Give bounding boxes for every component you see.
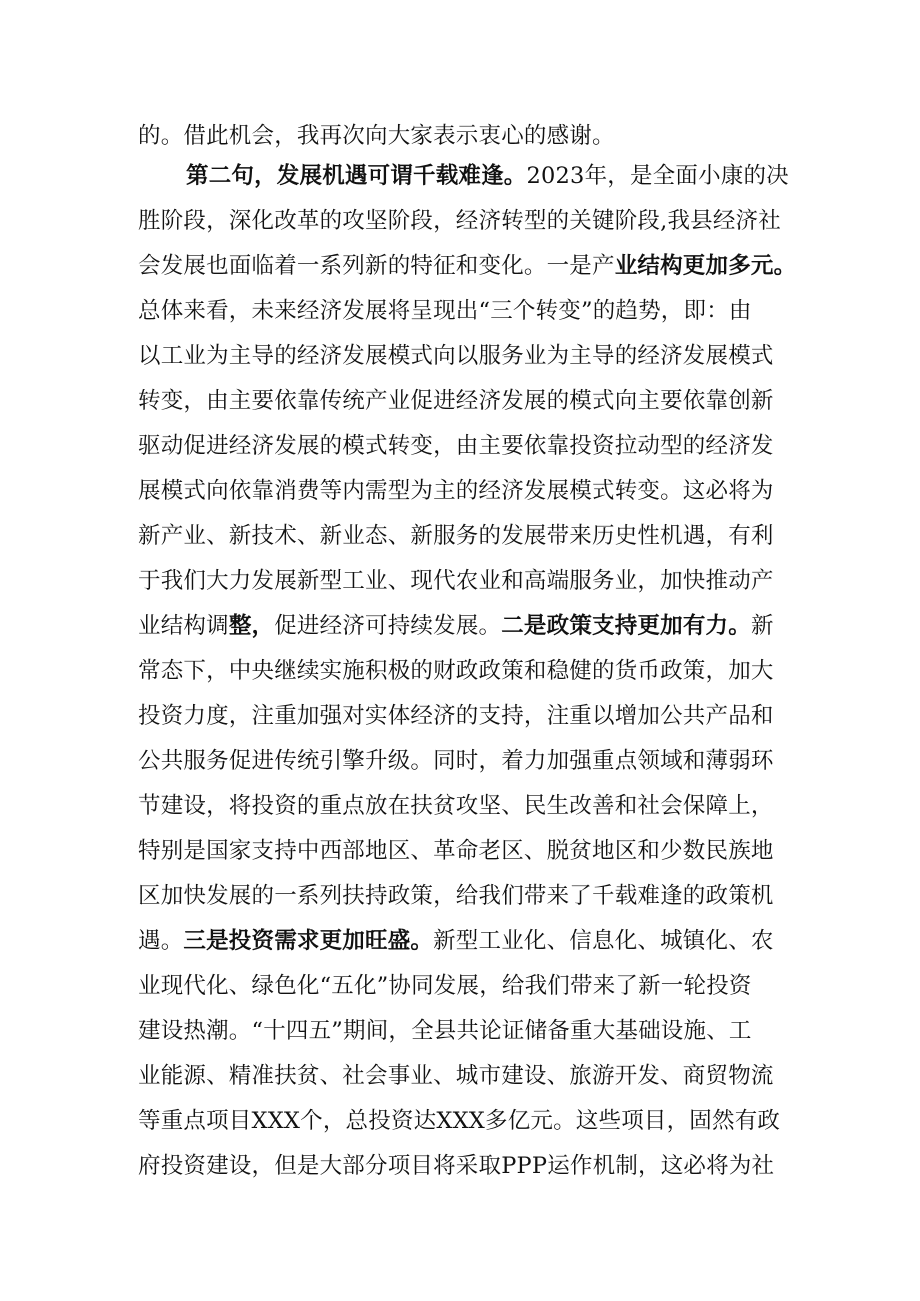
text-line — [138, 746, 798, 776]
text-run: 的。借此机会，我再次向大家表示衷心的感谢。 — [138, 123, 615, 149]
text-run: 新产业、新技术、新业态、新服务的发展带来历史性机遇，有利 — [138, 523, 774, 549]
text-run: 节建设，将投资的重点放在扶贫攻坚、民生改善和社会保障上， — [138, 793, 774, 819]
text-line — [138, 521, 798, 551]
text-line — [138, 476, 798, 506]
text-run: 特别是国家支持中西部地区、革命老区、脱贫地区和少数民族地 — [138, 838, 774, 864]
text-line — [138, 431, 798, 461]
text-line — [138, 1151, 798, 1181]
text-run: 新型工业化、信息化、城镇化、农 — [433, 928, 774, 954]
text-run: 于我们大力发展新型工业、现代农业和高端服务业，加快推动产 — [138, 568, 774, 594]
text-run: 驱动促进经济发展的模式转变，由主要依靠投资拉动型的经济发 — [138, 433, 774, 459]
text-line — [138, 836, 798, 866]
text-line — [186, 161, 846, 191]
text-run: 业结构调 — [138, 613, 229, 639]
text-run: 业现代化、绿色化“五化”协同发展，给我们带来了新一轮投资 — [138, 973, 752, 999]
text-run: 2023年， — [526, 163, 630, 189]
text-run: 胜阶段，深化改革的攻坚阶段，经济转型的关键阶段,我县经济社 — [138, 208, 781, 234]
text-run: 会发展也面临着一系列新的特征和变化。一是产 — [138, 253, 615, 279]
text-run: 总体来看，未来经济发展将呈现出“三个转变”的趋势，即：由 — [138, 298, 752, 324]
text-run: 促进经济可持续发展。 — [274, 613, 502, 639]
text-line — [138, 881, 798, 911]
text-line — [138, 1061, 798, 1091]
text-line — [138, 926, 798, 956]
bold-text-run: 二是政策支持更加有力。 — [501, 613, 751, 639]
bold-text-run: 三是投资需求更加旺盛。 — [183, 928, 434, 954]
text-line — [138, 1016, 798, 1046]
text-run: 投资力度，注重加强对实体经济的支持，注重以增加公共产品和 — [138, 703, 774, 729]
bold-text-run: 业结构更加多元。 — [614, 253, 797, 279]
text-line — [138, 791, 798, 821]
text-run: 遇。 — [138, 928, 184, 954]
text-line — [138, 386, 798, 416]
text-run: 等重点项目XXX个，总投资达XXX多亿元。这些项目，固然有政 — [138, 1108, 781, 1134]
text-line — [138, 121, 798, 151]
text-run: 转变，由主要依靠传统产业促进经济发展的模式向主要依靠创新 — [138, 388, 774, 414]
text-line — [138, 566, 798, 596]
text-line — [138, 1106, 798, 1136]
text-run: 常态下，中央继续实施积极的财政政策和稳健的货币政策，加大 — [138, 658, 774, 684]
text-line — [138, 296, 798, 326]
text-run: 以工业为主导的经济发展模式向以服务业为主导的经济发展模式 — [138, 343, 774, 369]
text-run: 新 — [750, 613, 774, 639]
bold-text-run: 整， — [228, 613, 275, 639]
text-run: 建设热潮。“十四五”期间，全县共论证储备重大基础设施、工 — [138, 1018, 752, 1044]
text-line — [138, 251, 798, 281]
text-line — [138, 341, 798, 371]
text-line — [138, 611, 798, 641]
text-line — [138, 701, 798, 731]
text-line — [138, 656, 798, 686]
text-line — [138, 971, 798, 1001]
bold-text-run: 第二句，发展机遇可谓千载难逢。 — [186, 163, 527, 189]
text-run: 业能源、精准扶贫、社会事业、城市建设、旅游开发、商贸物流 — [138, 1063, 774, 1089]
text-run: 府投资建设，但是大部分项目将采取PPP运作机制，这必将为社 — [138, 1153, 775, 1179]
text-run: 区加快发展的一系列扶持政策，给我们带来了千载难逢的政策机 — [138, 883, 774, 909]
text-run: 是全面小康的决 — [629, 163, 789, 189]
text-line — [138, 206, 798, 236]
text-run: 展模式向依靠消费等内需型为主的经济发展模式转变。这必将为 — [138, 478, 774, 504]
text-run: 公共服务促进传统引擎升级。同时，着力加强重点领域和薄弱环 — [138, 748, 774, 774]
